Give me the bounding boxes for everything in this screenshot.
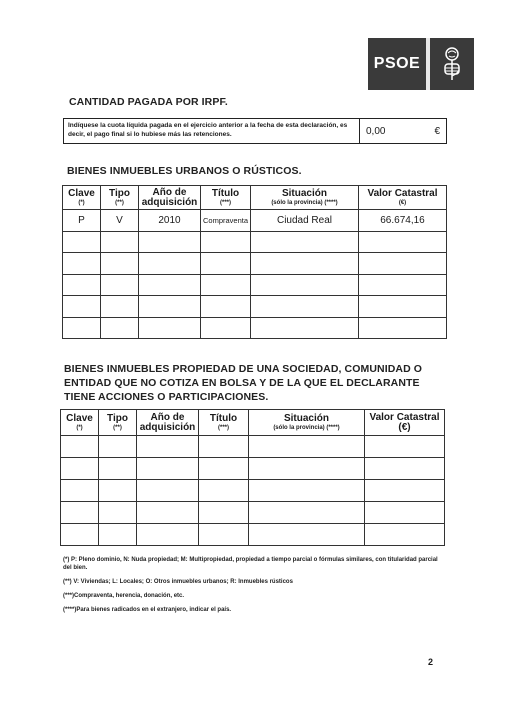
column-header-note: (***) xyxy=(219,199,231,206)
table-cell[interactable] xyxy=(139,231,201,253)
table-cell[interactable] xyxy=(199,436,249,458)
table-cell[interactable] xyxy=(137,524,199,546)
table-cell[interactable]: Compraventa xyxy=(201,210,251,232)
table-cell[interactable] xyxy=(61,524,99,546)
table-cell[interactable] xyxy=(251,317,359,339)
table-cell[interactable] xyxy=(137,502,199,524)
table-cell[interactable] xyxy=(137,480,199,502)
table-cell[interactable] xyxy=(101,231,139,253)
column-header xyxy=(251,186,359,210)
table-cell[interactable]: 66.674,16 xyxy=(359,210,447,232)
section1-title: BIENES INMUEBLES URBANOS O RÚSTICOS. xyxy=(67,165,302,177)
table-cell[interactable] xyxy=(251,296,359,318)
table-cell[interactable]: Ciudad Real xyxy=(251,210,359,232)
column-header xyxy=(61,410,99,436)
table-cell[interactable] xyxy=(249,436,365,458)
table-cell[interactable] xyxy=(199,480,249,502)
column-header-label: Tipo xyxy=(109,187,130,199)
table-row xyxy=(61,458,445,480)
column-header-note: (€) xyxy=(398,199,407,206)
irpf-description: Indíquese la cuota líquida pagada en el ejercicio anterior a la fecha de esta declaración, es decir, el pago final si lo hubiese más las retenciones. xyxy=(64,119,360,143)
table-cell[interactable] xyxy=(137,436,199,458)
table-cell[interactable] xyxy=(63,253,101,275)
table-header-row xyxy=(61,410,445,436)
table-cell[interactable] xyxy=(61,502,99,524)
column-header xyxy=(139,186,201,210)
table-cell[interactable]: P xyxy=(63,210,101,232)
table-row xyxy=(63,274,447,296)
table-cell[interactable] xyxy=(99,458,137,480)
column-header-label: Situación xyxy=(281,187,327,199)
table-cell[interactable] xyxy=(199,502,249,524)
column-header-note: (sólo la provincia) (****) xyxy=(271,199,338,206)
logo-text: PSOE xyxy=(368,38,426,90)
table-row xyxy=(61,480,445,502)
table-cell[interactable] xyxy=(251,253,359,275)
column-header xyxy=(359,186,447,210)
table-cell[interactable] xyxy=(63,296,101,318)
table-cell[interactable] xyxy=(365,458,445,480)
table-header-row xyxy=(63,186,447,210)
column-header xyxy=(101,186,139,210)
table-cell[interactable] xyxy=(61,480,99,502)
urban-rural-properties-table xyxy=(62,185,447,339)
column-header xyxy=(199,410,249,436)
table-cell[interactable] xyxy=(365,480,445,502)
column-header-label: Clave xyxy=(68,187,95,199)
page-number: 2 xyxy=(428,657,434,667)
irpf-value: 0,00 xyxy=(366,125,386,137)
footnotes xyxy=(63,556,443,620)
table-cell[interactable] xyxy=(63,317,101,339)
table-cell[interactable] xyxy=(251,231,359,253)
column-header-label: Tipo xyxy=(107,412,128,424)
table-cell[interactable] xyxy=(139,296,201,318)
footnote: (**) V: Viviendas; L: Locales; O: Otros inmuebles urbanos; R: Inmuebles rústicos xyxy=(63,579,293,585)
table-cell[interactable] xyxy=(359,274,447,296)
irpf-title: CANTIDAD PAGADA POR IRPF. xyxy=(69,96,228,108)
table-cell[interactable] xyxy=(201,317,251,339)
table-cell[interactable] xyxy=(101,317,139,339)
table-cell[interactable]: 2010 xyxy=(139,210,201,232)
column-header xyxy=(99,410,137,436)
column-header-label: Título xyxy=(211,187,240,199)
column-header-note: (**) xyxy=(115,199,124,206)
table-cell[interactable] xyxy=(249,502,365,524)
table-cell[interactable] xyxy=(99,436,137,458)
section2-title: BIENES INMUEBLES PROPIEDAD DE UNA SOCIEDAD, COMUNIDAD O ENTIDAD QUE NO COTIZA EN BOLSA Y DE LA QUE EL DECLARANTE TIENE ACCIONES O PARTICIPACIONES. xyxy=(64,363,423,403)
table-cell[interactable] xyxy=(365,524,445,546)
table-cell[interactable] xyxy=(101,253,139,275)
table-cell[interactable] xyxy=(359,317,447,339)
footnote: (*) P: Pleno dominio, N: Nuda propiedad; M: Multipropiedad, propiedad a tiempo parcial o fórmulas similares, con titularidad parcial del bien. xyxy=(63,557,438,571)
table-row xyxy=(61,502,445,524)
table-cell[interactable] xyxy=(63,231,101,253)
table-cell[interactable] xyxy=(249,524,365,546)
table-cell[interactable] xyxy=(139,253,201,275)
psoe-logo xyxy=(368,38,474,90)
table-cell[interactable] xyxy=(249,480,365,502)
column-header xyxy=(137,410,199,436)
table-cell[interactable] xyxy=(101,296,139,318)
table-cell[interactable] xyxy=(249,458,365,480)
table-cell[interactable] xyxy=(99,524,137,546)
column-header-label: Situación xyxy=(283,412,329,424)
table-cell[interactable] xyxy=(199,458,249,480)
column-header-note: (**) xyxy=(113,424,122,431)
irpf-amount-field[interactable] xyxy=(360,119,446,143)
column-header-label: Título xyxy=(209,412,238,424)
column-header xyxy=(63,186,101,210)
column-header xyxy=(365,410,445,436)
column-header xyxy=(201,186,251,210)
table-cell[interactable] xyxy=(139,274,201,296)
table-row xyxy=(63,317,447,339)
table-cell[interactable] xyxy=(201,274,251,296)
table-row xyxy=(63,231,447,253)
table-row xyxy=(61,524,445,546)
column-header-note: (*) xyxy=(76,424,83,431)
column-header-label: Año de adquisición xyxy=(139,411,196,433)
table-row xyxy=(63,210,447,232)
table-cell[interactable] xyxy=(365,436,445,458)
table-cell[interactable] xyxy=(359,231,447,253)
footnote: (***)Compraventa, herencia, donación, etc. xyxy=(63,593,185,599)
table-cell[interactable] xyxy=(201,253,251,275)
column-header-note: (***) xyxy=(217,424,229,431)
footnote: (****)Para bienes radicados en el extranjero, indicar el país. xyxy=(63,607,232,613)
column-header-note: (*) xyxy=(78,199,85,206)
irpf-box xyxy=(63,118,447,144)
company-properties-table xyxy=(60,409,445,546)
table-cell[interactable] xyxy=(359,253,447,275)
table-cell[interactable] xyxy=(365,502,445,524)
table-cell[interactable] xyxy=(99,480,137,502)
table-cell[interactable] xyxy=(99,502,137,524)
table-cell[interactable] xyxy=(61,436,99,458)
table-cell[interactable] xyxy=(201,231,251,253)
table-row xyxy=(63,253,447,275)
irpf-currency: € xyxy=(434,125,440,137)
table-cell[interactable] xyxy=(61,458,99,480)
rose-fist-icon xyxy=(430,38,474,90)
column-header-label: Año de adquisición xyxy=(141,186,198,208)
table-cell[interactable] xyxy=(251,274,359,296)
table-cell[interactable] xyxy=(137,458,199,480)
table-cell[interactable] xyxy=(63,274,101,296)
table-row xyxy=(63,296,447,318)
column-header-label: Valor Catastral xyxy=(367,187,438,199)
column-header-label: Valor Catastral (€) xyxy=(369,411,440,433)
column-header xyxy=(249,410,365,436)
table-cell[interactable] xyxy=(201,296,251,318)
column-header-label: Clave xyxy=(66,412,93,424)
table-cell[interactable] xyxy=(359,296,447,318)
column-header-note: (sólo la provincia) (****) xyxy=(273,424,340,431)
table-cell[interactable] xyxy=(101,274,139,296)
table-cell[interactable] xyxy=(199,524,249,546)
table-cell[interactable]: V xyxy=(101,210,139,232)
table-row xyxy=(61,436,445,458)
table-cell[interactable] xyxy=(139,317,201,339)
